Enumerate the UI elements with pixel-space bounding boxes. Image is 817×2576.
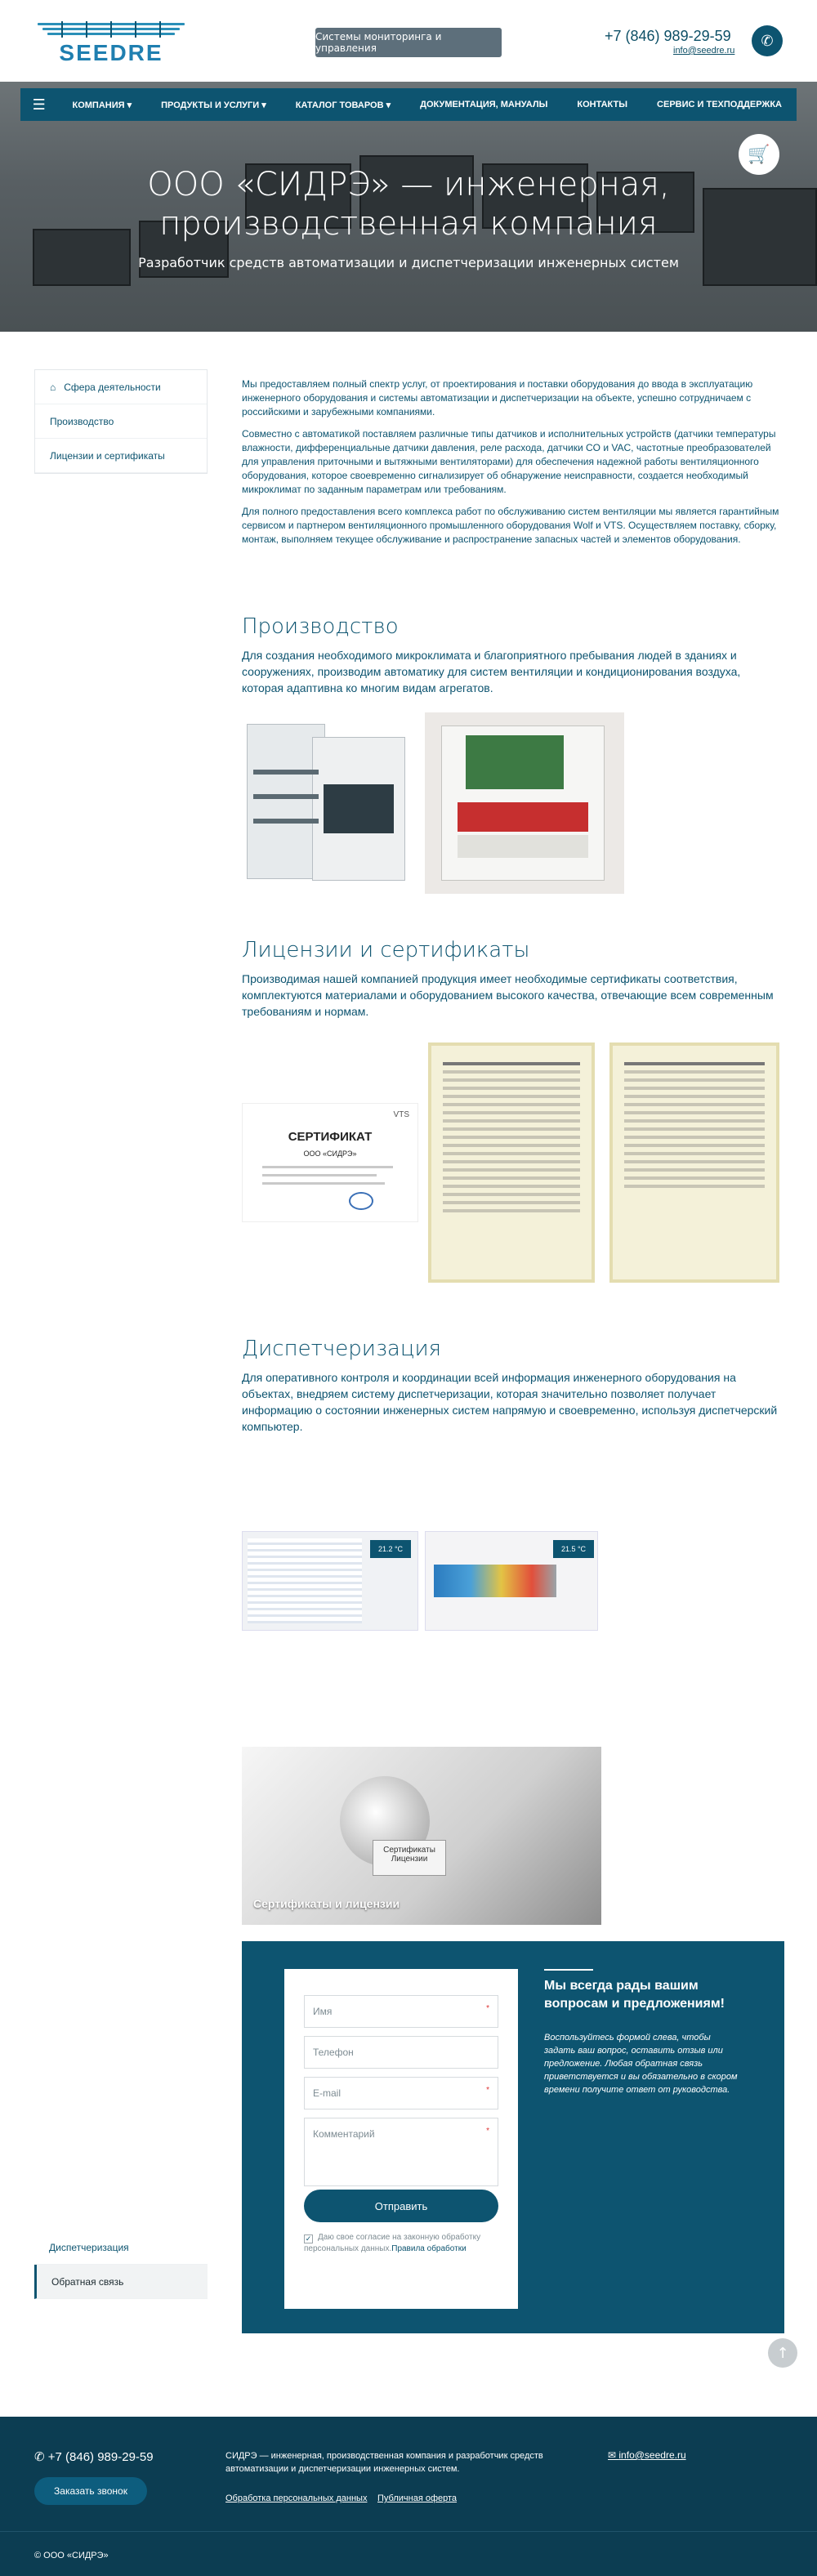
footer-phone-text: +7 (846) 989-29-59 (47, 2450, 154, 2464)
email-field-placeholder: E-mail (313, 2087, 342, 2099)
footer-link-offer[interactable]: Публичная оферта (377, 2493, 458, 2503)
production-image-panel[interactable] (425, 712, 624, 894)
required-mark: * (486, 2127, 489, 2136)
phone-field-placeholder: Телефон (313, 2047, 354, 2058)
intro-section (242, 377, 784, 555)
comment-field-placeholder: Комментарий (313, 2128, 375, 2140)
cert-company: ООО «СИДРЭ» (303, 1150, 357, 1158)
sidebar-item-scope[interactable] (35, 370, 207, 404)
form-side-text: Воспользуйтесь формой слева, чтобы задать ваш вопрос, оставить отзыв или предложение. Любая обратная связь приветствуется и вы обязательно в скором времени получите ответ от руководства. (544, 2033, 738, 2095)
footer-divider (0, 2531, 817, 2532)
nav-item-catalog[interactable]: КАТАЛОГ ТОВАРОВ ▾ (295, 100, 391, 110)
form-title-divider (544, 1969, 593, 1971)
name-field[interactable] (304, 1995, 498, 2028)
sidebar-item-feedback[interactable]: Обратная связь (34, 2265, 208, 2299)
name-field-placeholder: Имя (313, 2006, 333, 2017)
dispatch-title: Диспетчеризация (242, 1337, 442, 1361)
hero-title: ООО «СИДРЭ» — инженерная, производственная компания (147, 166, 670, 243)
sidebar-item-dispatch[interactable]: Диспетчеризация (34, 2230, 208, 2265)
sidebar-item-licenses[interactable]: Лицензии и сертификаты (35, 439, 207, 473)
send-button[interactable]: Отправить (304, 2190, 498, 2222)
comment-field[interactable] (304, 2118, 498, 2186)
phone-field[interactable] (304, 2036, 498, 2069)
dispatch-section (242, 1337, 784, 1435)
banner-label: Сертификаты и лицензии (253, 1897, 400, 1910)
email-field[interactable] (304, 2077, 498, 2109)
cert-heading: СЕРТИФИКАТ (288, 1130, 373, 1144)
footer-phone[interactable] (34, 2449, 154, 2464)
nav-item-contacts[interactable]: КОНТАКТЫ (577, 100, 628, 109)
phone-icon: ✆ (34, 2450, 48, 2464)
sidebar-item-label: Сфера деятельности (64, 381, 161, 393)
footer-email-text: info@seedre.ru (618, 2449, 686, 2461)
footer-description: СИДРЭ — инженерная, производственная компания и разработчик средств автоматизации и диспетчеризации инженерных систем. (225, 2451, 543, 2474)
header-email[interactable]: info@seedre.ru (673, 46, 735, 56)
nav-item-products[interactable]: ПРОДУКТЫ И УСЛУГИ ▾ (161, 100, 266, 110)
site-footer (0, 2417, 817, 2576)
required-mark: * (486, 2086, 489, 2095)
hero-subtitle: Разработчик средств автоматизации и диспетчеризации инженерных систем (138, 255, 679, 270)
footer-email[interactable] (608, 2449, 686, 2461)
banner-stamp (373, 1840, 446, 1876)
certificates-banner[interactable] (242, 1747, 601, 1925)
callback-icon[interactable]: ✆ (752, 25, 783, 56)
certificate-conformity-image[interactable] (428, 1042, 595, 1283)
home-icon: ⌂ (50, 381, 56, 393)
footer-copyright: © ООО «СИДРЭ» (34, 2551, 109, 2560)
banner-stamp-line2: Лицензии (391, 1855, 428, 1864)
certificate-vts-image[interactable] (242, 1103, 418, 1222)
menu-icon[interactable]: ☰ (32, 96, 46, 114)
main-navigation (20, 88, 797, 121)
feedback-form (284, 1969, 518, 2309)
licenses-section (242, 938, 784, 1020)
cert-vts-logo: VTS (393, 1110, 409, 1119)
company-logo[interactable] (29, 18, 193, 67)
nav-item-docs[interactable]: ДОКУМЕНТАЦИЯ, МАНУАЛЫ (420, 100, 548, 109)
cart-icon[interactable]: 🛒 (739, 134, 779, 175)
consent-link[interactable]: Правила обработки (391, 2244, 467, 2253)
required-mark: * (486, 2004, 489, 2013)
feedback-section (242, 1941, 784, 2333)
licenses-text: Производимая нашей компанией продукция имеет необходимые сертификаты соответствия, комплектуются материалами и оборудованием высокого качества, отвечающие всем современным требованиям и нормам. (242, 972, 774, 1018)
certificate-appendix-image[interactable] (609, 1042, 779, 1283)
dispatch-temp-2: 21.5 °C (553, 1540, 594, 1558)
logo-graphic (29, 18, 193, 67)
nav-item-service[interactable]: СЕРВИС И ТЕХПОДДЕРЖКА (657, 100, 782, 109)
consent-block (304, 2232, 508, 2255)
consent-checkbox[interactable]: ✓ (305, 2234, 312, 2243)
monitoring-systems-button[interactable]: Системы мониторинга и управления (315, 28, 502, 57)
order-call-button[interactable]: Заказать звонок (34, 2477, 147, 2505)
logo-text: SEEDRE (59, 40, 163, 65)
banner-stamp-line1: Сертификаты (383, 1846, 435, 1855)
footer-link-privacy[interactable]: Обработка персональных данных (225, 2493, 368, 2503)
intro-paragraph-2: Совместно с автоматикой поставляем различные типы датчиков и исполнительных устройств (датчики температуры влажности, дифференциальные датчики давления, реле расхода, датчики CO и VAC, частотные преобразователей для управления приточными и вытяжными вентиляторами) для обеспечения надежной работы вентиляционного оборудования, которое своевременно сигнализирует об обнаружение неисправности, создается необходимый микроклимат по заданным параметрам или требованиям. (242, 428, 776, 495)
consent-text: Даю свое согласие на законную обработку персональных данных. (304, 2233, 481, 2253)
intro-paragraph-3: Для полного предоставления всего комплекса работ по обслуживанию систем вентиляции мы является гарантийным сервисом и партнером вентиляционного промышленного оборудования Wolf и VTS. Осуществляем поставку, сборку, монтаж, выполняем текущее обслуживание и распространение запасных частей и элементов оборудования. (242, 506, 779, 545)
mail-icon: ✉ (608, 2449, 619, 2461)
licenses-title: Лицензии и сертификаты (242, 938, 530, 962)
production-image-cabinets[interactable] (242, 712, 422, 894)
header-phone[interactable]: +7 (846) 989-29-59 (605, 28, 731, 44)
dispatch-text: Для оперативного контроля и координации всей информация инженерного оборудования на объектах, внедряем систему диспетчеризации, которая значительно позволяет получает информацию о состоянии инженерных систем напрямую и своевременно, используя диспетчерский компьютер. (242, 1371, 778, 1433)
sidebar-item-production[interactable]: Производство (35, 404, 207, 439)
dispatch-screen-table[interactable] (242, 1531, 418, 1631)
production-section (242, 614, 784, 696)
production-text: Для создания необходимого микроклимата и благоприятного пребывания людей в зданиях и сооружениях, производим автоматику для систем вентиляции и кондиционирования воздуха, которая адаптивна ко многим видам агрегатов. (242, 649, 741, 694)
scroll-up-icon[interactable]: ↑ (768, 2338, 797, 2368)
section-sidebar (34, 369, 208, 474)
site-header (0, 0, 817, 82)
intro-paragraph-1: Мы предоставляем полный спектр услуг, от проектирования и поставки оборудования до ввода в эксплуатацию инженерного оборудования и системы автоматизации и диспетчеризации на объекте, успешно сотрудничаем с российскими и зарубежными компаниями. (242, 378, 753, 417)
production-title: Производство (242, 614, 399, 639)
dispatch-screen-scheme[interactable] (425, 1531, 598, 1631)
form-side-title: Мы всегда рады вашим вопросам и предложениям! (544, 1979, 725, 2011)
section-sidebar-bottom (34, 2230, 208, 2299)
dispatch-temp-1: 21.2 °C (370, 1540, 411, 1558)
nav-item-company[interactable]: КОМПАНИЯ ▾ (72, 100, 132, 110)
